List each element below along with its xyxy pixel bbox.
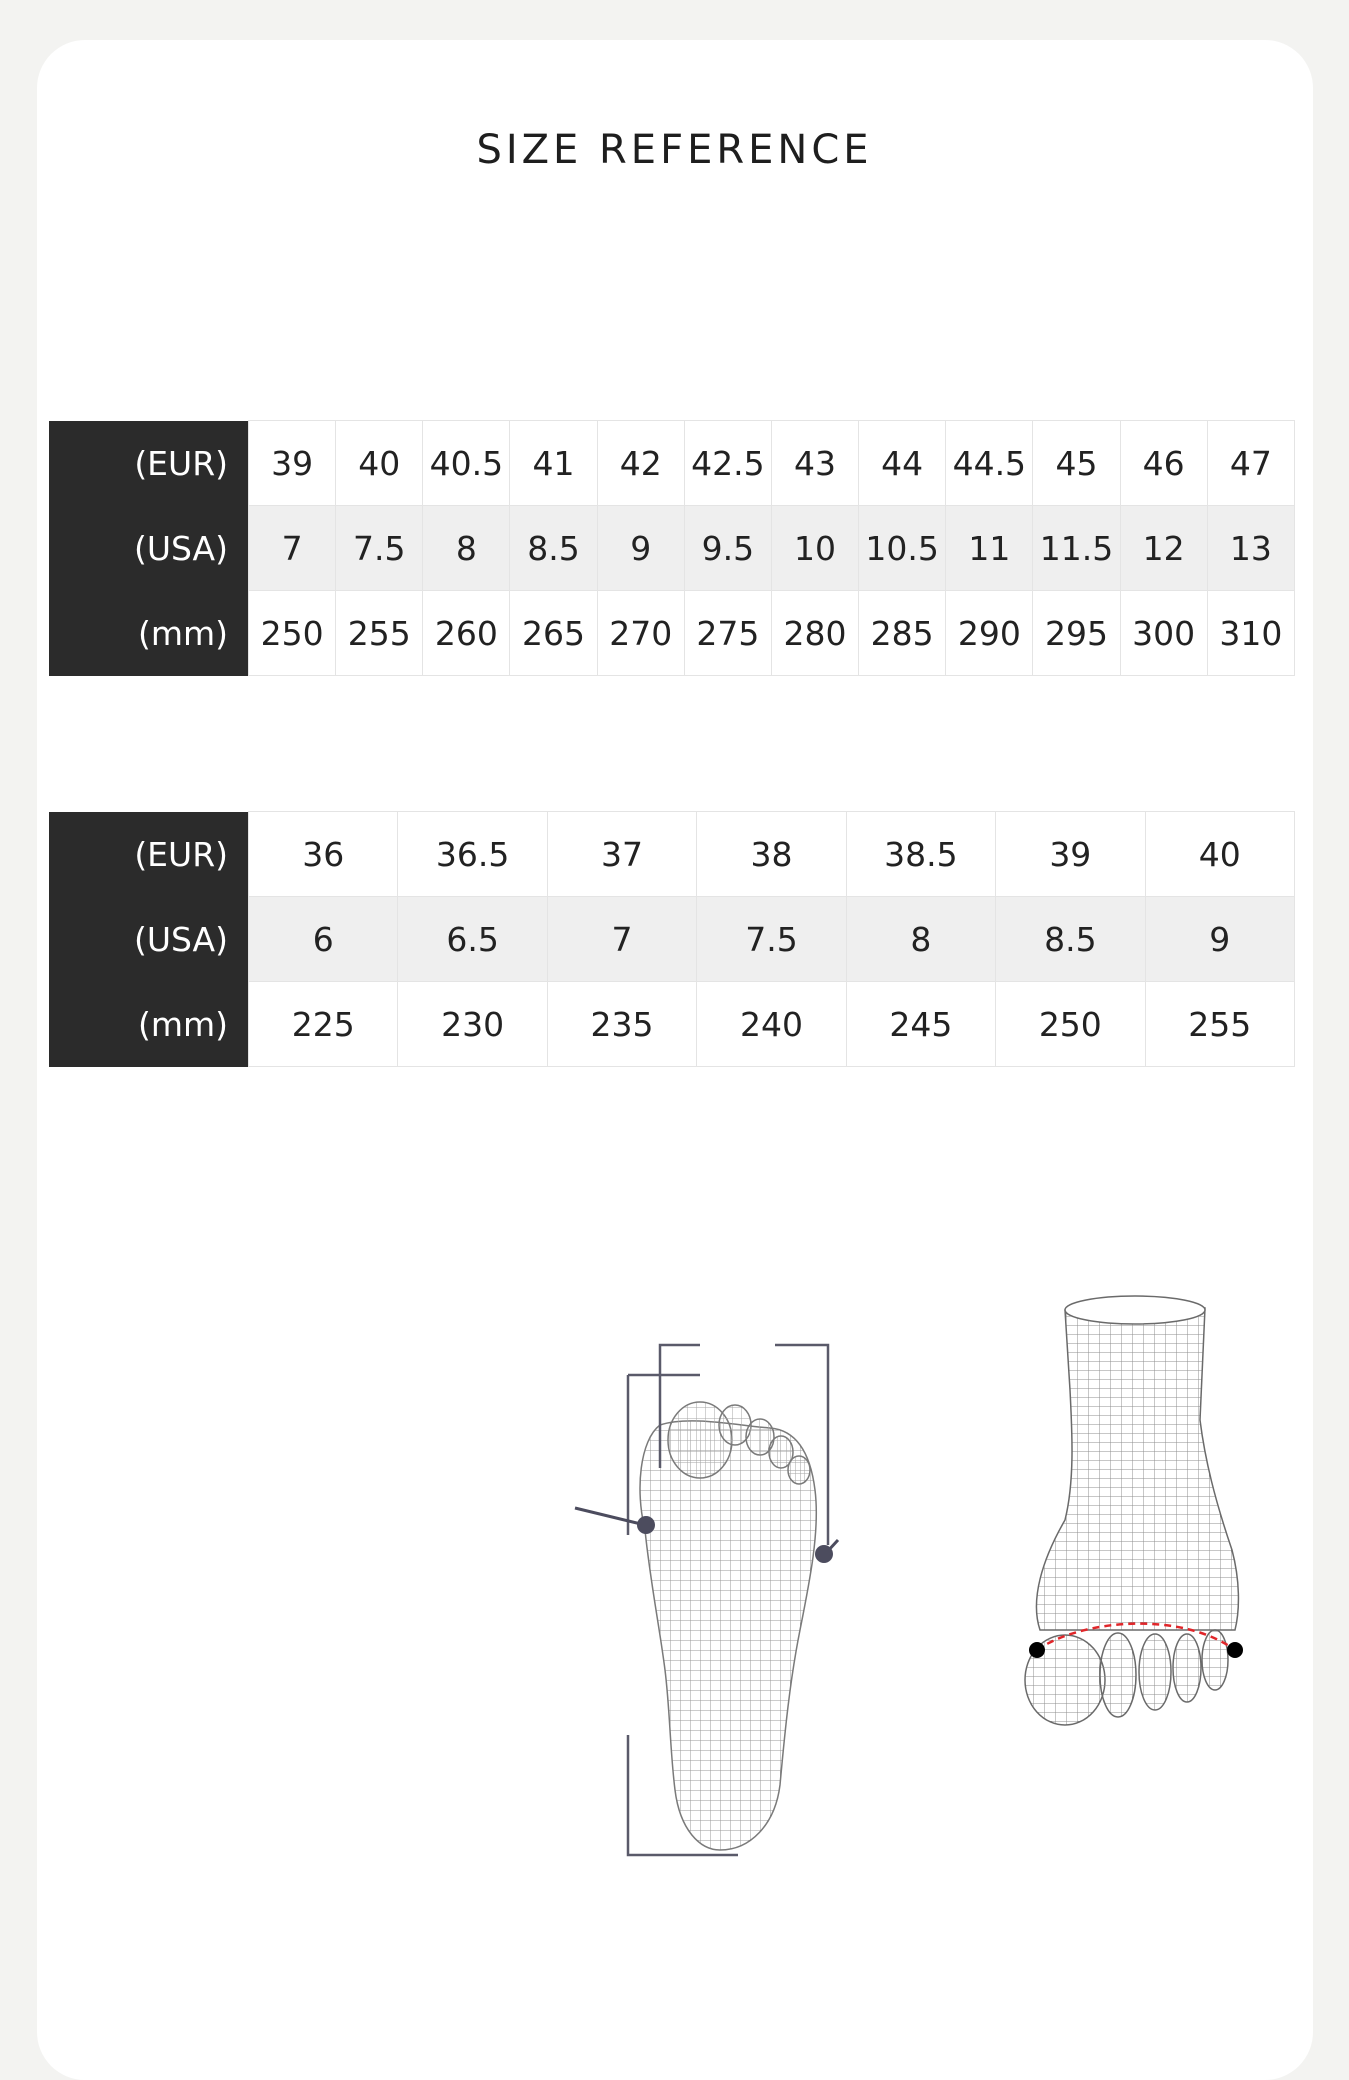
foot-sole-outline	[640, 1402, 816, 1850]
mm-cell: 285	[859, 591, 946, 676]
usa-cell: 6.5	[398, 897, 547, 982]
eur-cell: 40.5	[423, 421, 510, 506]
eur-cell: 42	[597, 421, 684, 506]
usa-cell: 8	[846, 897, 995, 982]
eur-cell: 47	[1207, 421, 1294, 506]
usa-cell: 7.5	[697, 897, 846, 982]
usa-cell: 7.5	[336, 506, 423, 591]
row-label-mm: (mm)	[49, 982, 249, 1067]
eur-cell: 38.5	[846, 812, 995, 897]
usa-cell: 8	[423, 506, 510, 591]
eur-cell: 44.5	[946, 421, 1033, 506]
mm-cell: 265	[510, 591, 597, 676]
eur-cell: 42.5	[684, 421, 771, 506]
men-size-table	[49, 420, 1295, 676]
mm-cell: 230	[398, 982, 547, 1067]
row-label-eur: (EUR)	[49, 421, 249, 506]
usa-cell: 10.5	[859, 506, 946, 591]
page-title: SIZE REFERENCE	[476, 127, 873, 173]
usa-cell: 11.5	[1033, 506, 1120, 591]
eur-cell: 37	[547, 812, 696, 897]
mm-cell: 260	[423, 591, 510, 676]
mm-row	[49, 591, 1295, 676]
eur-row	[49, 421, 1295, 506]
usa-cell: 11	[946, 506, 1033, 591]
mm-cell: 275	[684, 591, 771, 676]
mm-cell: 255	[336, 591, 423, 676]
mm-cell: 295	[1033, 591, 1120, 676]
usa-cell: 6	[249, 897, 398, 982]
usa-cell: 7	[249, 506, 336, 591]
mm-cell: 310	[1207, 591, 1294, 676]
eur-cell: 43	[771, 421, 858, 506]
eur-cell: 40	[336, 421, 423, 506]
usa-cell: 10	[771, 506, 858, 591]
usa-cell: 9.5	[684, 506, 771, 591]
mm-cell: 290	[946, 591, 1033, 676]
mm-cell: 255	[1145, 982, 1294, 1067]
usa-row	[49, 506, 1295, 591]
mm-cell: 225	[249, 982, 398, 1067]
eur-row	[49, 812, 1295, 897]
women-size-table	[49, 811, 1295, 1067]
mm-cell: 300	[1120, 591, 1207, 676]
usa-cell: 8.5	[510, 506, 597, 591]
usa-cell: 9	[1145, 897, 1294, 982]
mm-row	[49, 982, 1295, 1067]
foot-front-outline	[1025, 1296, 1238, 1725]
usa-cell: 8.5	[996, 897, 1145, 982]
foot-sole-illustration	[570, 1330, 870, 1870]
foot-girth-illustration	[1000, 1280, 1260, 1750]
usa-cell: 9	[597, 506, 684, 591]
eur-cell: 44	[859, 421, 946, 506]
mm-cell: 250	[249, 591, 336, 676]
usa-cell: 7	[547, 897, 696, 982]
row-label-usa: (USA)	[49, 506, 249, 591]
eur-cell: 36.5	[398, 812, 547, 897]
row-label-eur: (EUR)	[49, 812, 249, 897]
eur-cell: 46	[1120, 421, 1207, 506]
usa-cell: 13	[1207, 506, 1294, 591]
usa-cell: 12	[1120, 506, 1207, 591]
eur-cell: 36	[249, 812, 398, 897]
eur-cell: 39	[996, 812, 1145, 897]
eur-cell: 39	[249, 421, 336, 506]
row-label-mm: (mm)	[49, 591, 249, 676]
eur-cell: 45	[1033, 421, 1120, 506]
mm-cell: 240	[697, 982, 846, 1067]
eur-cell: 41	[510, 421, 597, 506]
eur-cell: 40	[1145, 812, 1294, 897]
row-label-usa: (USA)	[49, 897, 249, 982]
eur-cell: 38	[697, 812, 846, 897]
mm-cell: 280	[771, 591, 858, 676]
usa-row	[49, 897, 1295, 982]
mm-cell: 245	[846, 982, 995, 1067]
mm-cell: 235	[547, 982, 696, 1067]
mm-cell: 270	[597, 591, 684, 676]
mm-cell: 250	[996, 982, 1145, 1067]
